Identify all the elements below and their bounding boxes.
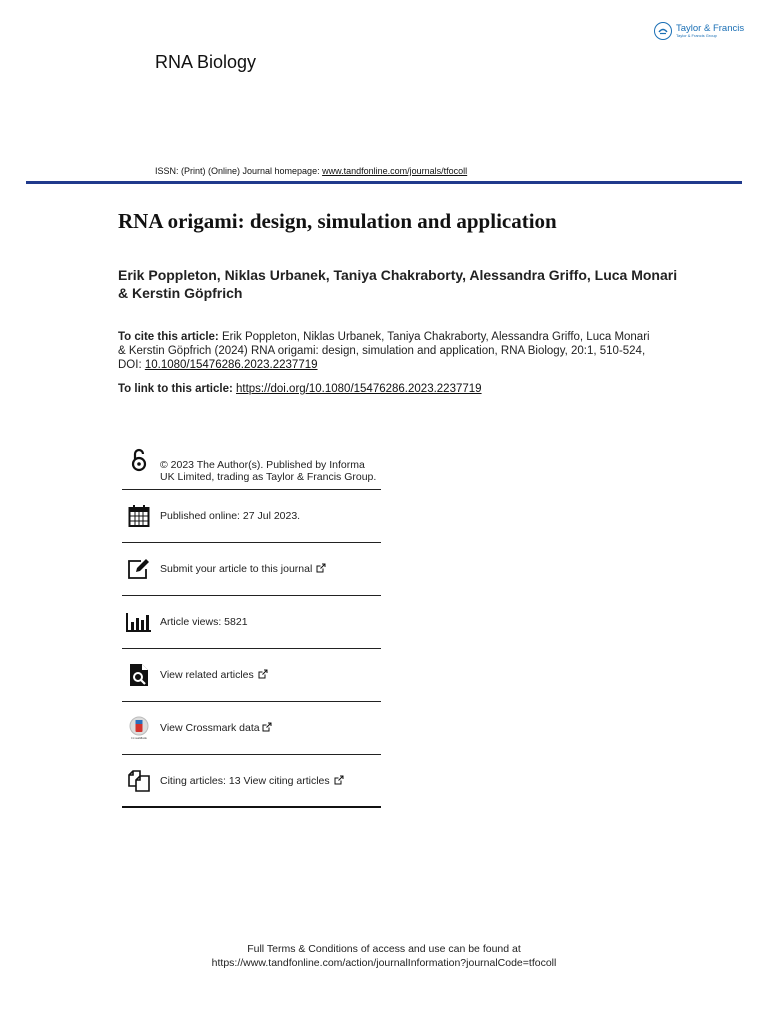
- info-item-submit[interactable]: [122, 543, 381, 596]
- header-rule: [26, 181, 742, 184]
- crossmark-link[interactable]: [160, 722, 272, 734]
- link-label: To link to this article:: [118, 383, 236, 395]
- issn-label: ISSN: (Print) (Online) Journal homepage:: [155, 166, 323, 176]
- cite-doi-link[interactable]: 10.1080/15476286.2023.2237719: [144, 359, 318, 371]
- journal-homepage-link[interactable]: www.tandfonline.com/journals/tfocoll: [322, 166, 468, 176]
- publisher-logo-icon: [654, 22, 672, 40]
- citation-block: [118, 330, 658, 372]
- info-item-related[interactable]: [122, 649, 381, 702]
- license-text: © 2023 The Author(s). Published by Informa UK Limited, trading as Taylor & Francis Group.: [160, 458, 377, 483]
- cite-label: To cite this article:: [118, 331, 219, 343]
- article-title: RNA origami: design, simulation and application: [118, 209, 557, 233]
- publisher-name: Taylor & Francis: [676, 22, 745, 34]
- issn-line: [155, 166, 467, 176]
- related-articles-icon: [126, 661, 152, 689]
- views-text: Article views: 5821: [160, 616, 248, 628]
- publisher-sub: Taylor & Francis Group: [676, 33, 717, 39]
- article-link-block: [118, 383, 482, 395]
- info-item-published: [122, 490, 381, 543]
- citing-articles-icon: [126, 767, 152, 795]
- published-text: Published online: 27 Jul 2023.: [160, 510, 301, 522]
- submit-text: Submit your article to this journal: [160, 563, 313, 575]
- footer: [0, 942, 768, 970]
- external-link-icon: [334, 775, 344, 785]
- crossmark-icon: [126, 714, 152, 742]
- article-doi-link[interactable]: https://doi.org/10.1080/15476286.2023.2237719: [236, 383, 482, 395]
- edit-icon: [126, 555, 152, 583]
- article-authors: Erik Poppleton, Niklas Urbanek, Taniya Chakraborty, Alessandra Griffo, Luca Monari & Kerstin Göpfrich: [118, 267, 678, 301]
- info-item-crossmark[interactable]: [122, 702, 381, 755]
- info-item-views: [122, 596, 381, 649]
- open-access-icon: [126, 446, 152, 474]
- citing-text: Citing articles: 13 View citing articles: [160, 774, 330, 787]
- crossmark-logo-text: CrossMark: [131, 736, 147, 740]
- footer-terms-link[interactable]: https://www.tandfonline.com/action/journalInformation?journalCode=tfocoll: [211, 957, 557, 969]
- submit-link[interactable]: [160, 563, 326, 575]
- calendar-icon: [126, 502, 152, 530]
- cite-text: Erik Poppleton, Niklas Urbanek, Taniya Chakraborty, Alessandra Griffo, Luca Monari & Kerstin Göpfrich (2024) RNA origami: design, simulation and application, RNA Biology, 20:1, 510-524, DOI:: [118, 331, 650, 371]
- publisher-logo[interactable]: [654, 22, 744, 40]
- external-link-icon: [316, 563, 326, 573]
- footer-line-1: Full Terms & Conditions of access and use can be found at: [247, 943, 521, 955]
- bar-chart-icon: [126, 608, 152, 636]
- external-link-icon: [262, 722, 272, 732]
- info-item-license: [122, 444, 381, 490]
- article-info-list: [122, 444, 381, 808]
- crossmark-text: View Crossmark data: [160, 722, 260, 734]
- external-link-icon: [258, 669, 268, 679]
- citing-link[interactable]: [160, 775, 344, 787]
- related-text: View related articles: [160, 669, 254, 681]
- info-item-citing[interactable]: [122, 755, 381, 808]
- related-link[interactable]: [160, 669, 268, 681]
- journal-name: RNA Biology: [155, 52, 257, 72]
